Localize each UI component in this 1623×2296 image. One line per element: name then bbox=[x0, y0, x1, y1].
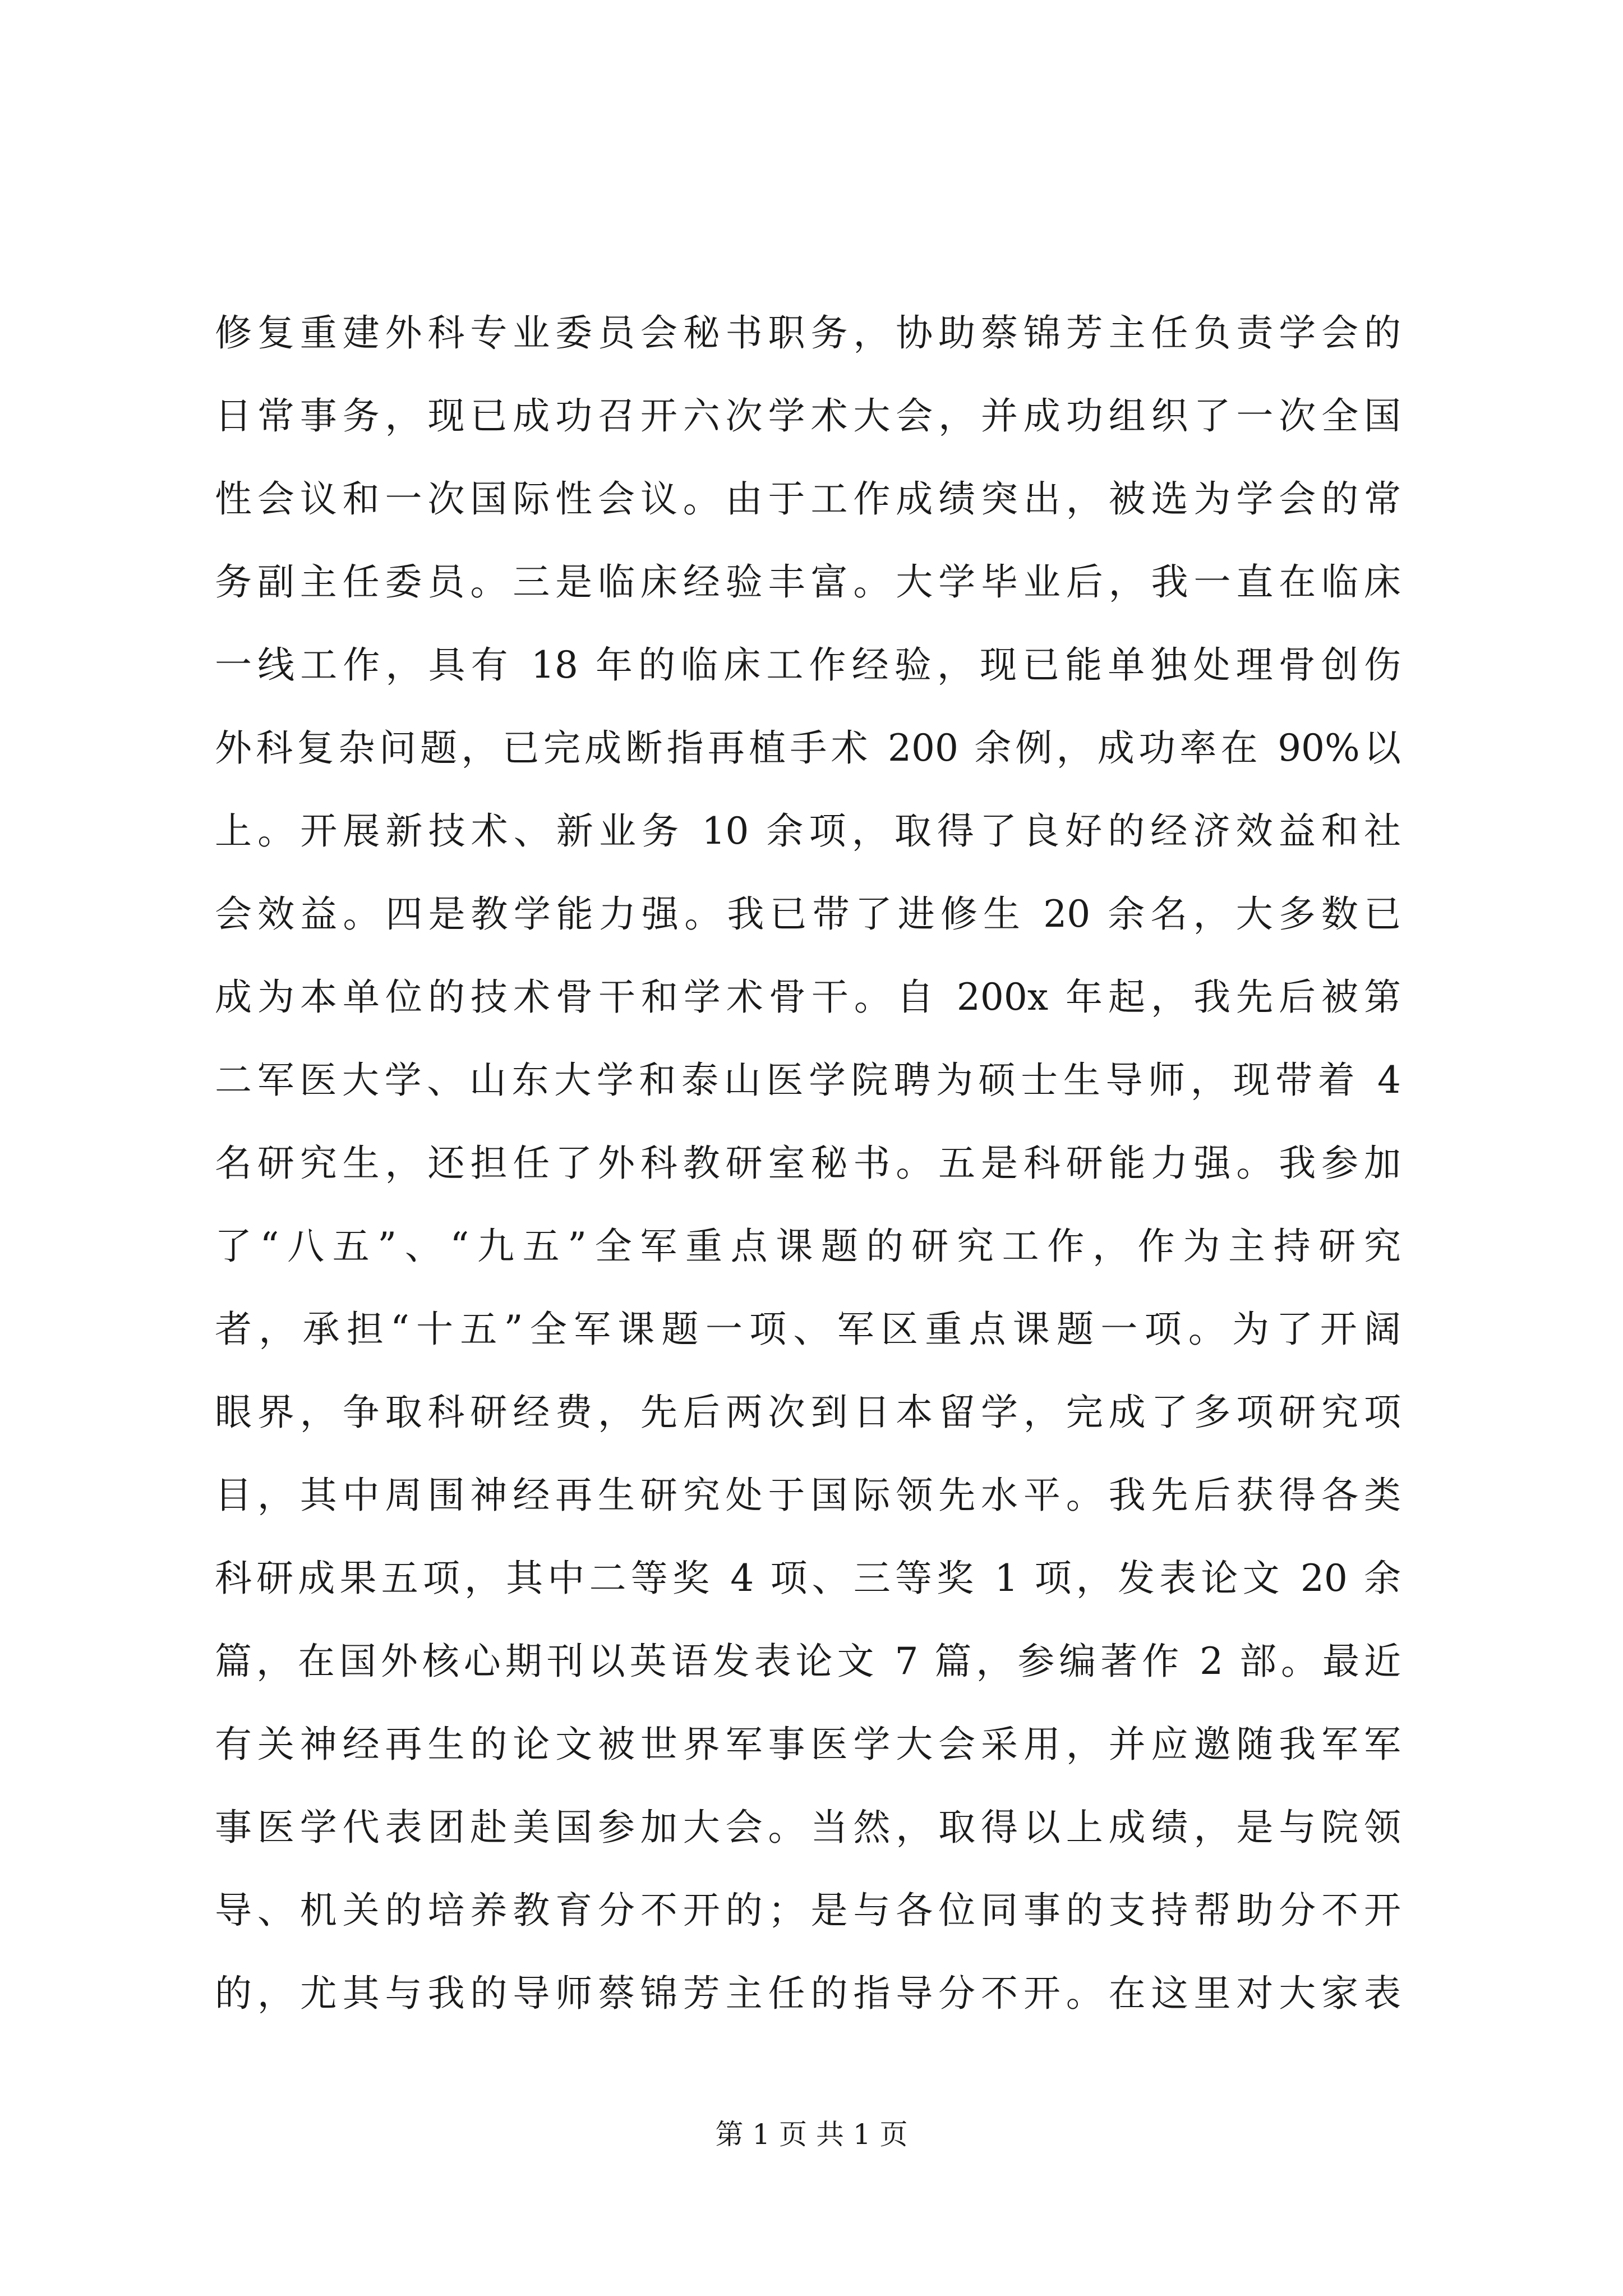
text-line: 眼界，争取科研经费，先后两次到日本留学，完成了多项研究项 bbox=[215, 1391, 1401, 1434]
text-line: 修复重建外科专业委员会秘书职务，协助蔡锦芳主任负责学会的 bbox=[215, 311, 1401, 355]
text-line: 日常事务，现已成功召开六次学术大会，并成功组织了一次全国 bbox=[215, 394, 1401, 438]
text-line: 二军医大学、山东大学和泰山医学院聘为硕士生导师，现带着 4 bbox=[215, 1059, 1401, 1102]
text-line: 外科复杂问题，已完成断指再植手术 200 余例，成功率在 90%以 bbox=[215, 726, 1401, 770]
text-line: 目，其中周围神经再生研究处于国际领先水平。我先后获得各类 bbox=[215, 1474, 1401, 1517]
text-line: 事医学代表团赴美国参加大会。当然，取得以上成绩，是与院领 bbox=[215, 1806, 1401, 1849]
text-line: 篇，在国外核心期刊以英语发表论文 7 篇，参编著作 2 部。最近 bbox=[215, 1640, 1401, 1683]
text-line: 科研成果五项，其中二等奖 4 项、三等奖 1 项，发表论文 20 余 bbox=[215, 1557, 1401, 1600]
text-line: 性会议和一次国际性会议。由于工作成绩突出，被选为学会的常 bbox=[215, 477, 1401, 521]
text-line: 上。开展新技术、新业务 10 余项，取得了良好的经济效益和社 bbox=[215, 809, 1401, 853]
body-paragraph bbox=[215, 292, 1401, 2035]
page-footer: 第 1 页 共 1 页 bbox=[715, 2118, 908, 2151]
text-line: 会效益。四是教学能力强。我已带了进修生 20 余名，大多数已 bbox=[215, 892, 1401, 936]
text-line: 有关神经再生的论文被世界军事医学大会采用，并应邀随我军军 bbox=[215, 1723, 1401, 1766]
text-line: 导、机关的培养教育分不开的；是与各位同事的支持帮助分不开 bbox=[215, 1889, 1401, 1932]
text-line: 了“八五”、“九五”全军重点课题的研究工作，作为主持研究 bbox=[215, 1225, 1401, 1268]
text-line: 名研究生，还担任了外科教研室秘书。五是科研能力强。我参加 bbox=[215, 1142, 1401, 1185]
text-line: 成为本单位的技术骨干和学术骨干。自 200x 年起，我先后被第 bbox=[215, 976, 1401, 1019]
text-line: 务副主任委员。三是临床经验丰富。大学毕业后，我一直在临床 bbox=[215, 560, 1401, 604]
text-line: 一线工作，具有 18 年的临床工作经验，现已能单独处理骨创伤 bbox=[215, 643, 1401, 687]
text-line: 者，承担“十五”全军课题一项、军区重点课题一项。为了开阔 bbox=[215, 1308, 1401, 1351]
text-line: 的，尤其与我的导师蔡锦芳主任的指导分不开。在这里对大家表 bbox=[215, 1972, 1401, 2015]
